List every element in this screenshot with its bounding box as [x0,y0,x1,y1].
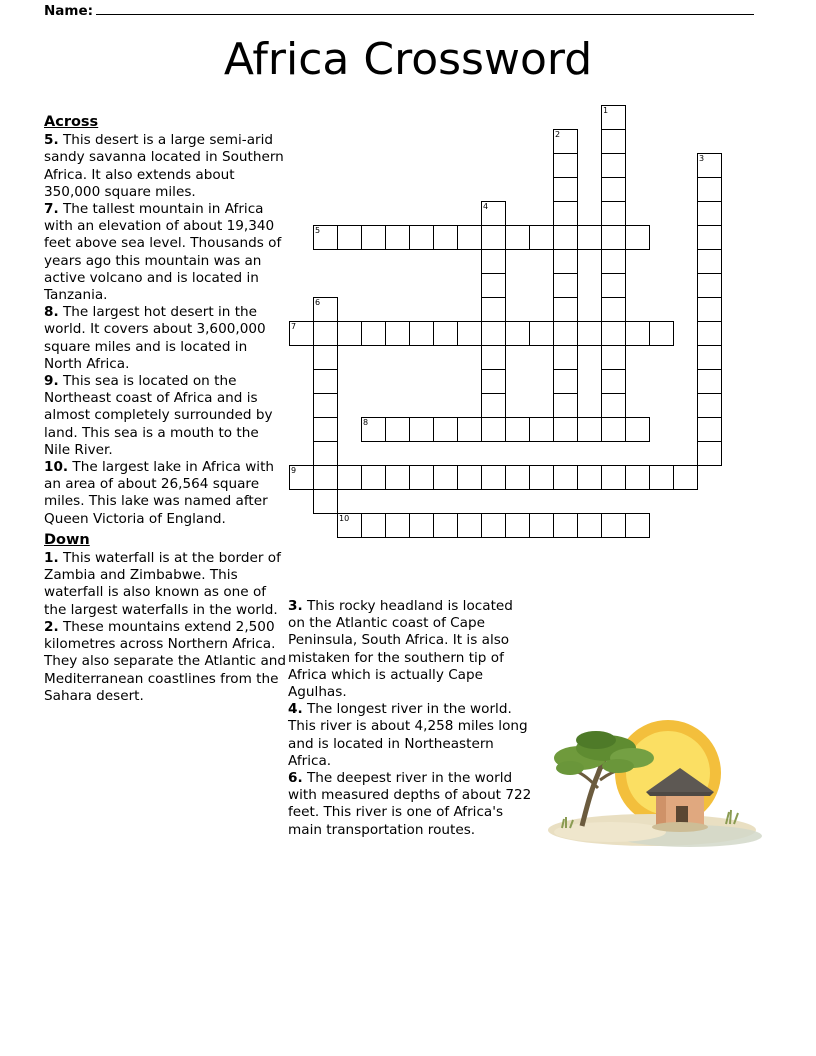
crossword-cell[interactable] [553,369,578,394]
clue-text: These mountains extend 2,500 kilometres across Northern Africa. They also separate the Atlantic and Mediterranean coastlines from the Sahara desert. [44,618,287,704]
african-hut-sunset-illustration [540,718,764,850]
crossword-cell[interactable] [457,225,482,250]
crossword-cell[interactable] [313,345,338,370]
crossword-cell[interactable] [697,417,722,442]
crossword-cell-number: 7 [291,322,297,331]
crossword-cell[interactable] [553,297,578,322]
clue-number: 5. [44,132,59,149]
crossword-cell[interactable] [601,273,626,298]
crossword-cell[interactable] [313,369,338,394]
crossword-cell[interactable] [697,249,722,274]
crossword-cell[interactable] [649,465,674,490]
crossword-cell[interactable] [385,417,410,442]
crossword-cell[interactable] [601,297,626,322]
crossword-cell[interactable] [481,393,506,418]
crossword-cell[interactable] [553,177,578,202]
crossword-cell[interactable] [481,417,506,442]
crossword-cell[interactable] [673,465,698,490]
clue-number: 10. [44,459,69,476]
crossword-cell[interactable] [313,417,338,442]
crossword-cell[interactable] [697,369,722,394]
crossword-cell[interactable] [697,273,722,298]
crossword-cell[interactable] [313,321,338,346]
clue-text: The tallest mountain in Africa with an elevation of about 19,340 feet above sea level. Thousands of years ago this mountain was an active volcano and is located in Tanzania. [44,201,282,304]
crossword-cell[interactable] [313,465,338,490]
crossword-cell[interactable] [601,513,626,538]
clue-across-7 [44,201,289,304]
crossword-cell[interactable] [577,465,602,490]
clue-down-6 [288,770,533,839]
crossword-cell-number: 9 [291,466,297,475]
crossword-cell[interactable] [361,513,386,538]
clue-number: 4. [288,701,303,718]
across-heading: Across [44,114,99,130]
crossword-cell[interactable] [457,321,482,346]
crossword-grid[interactable] [289,105,759,590]
crossword-cell[interactable] [505,465,530,490]
crossword-cell[interactable] [457,465,482,490]
clue-down-3 [288,598,533,701]
crossword-cell[interactable] [529,513,554,538]
crossword-cell[interactable] [505,417,530,442]
crossword-cell[interactable] [601,345,626,370]
crossword-cell[interactable] [433,225,458,250]
clue-down-2 [44,619,289,705]
crossword-cell[interactable] [409,225,434,250]
crossword-cell[interactable] [625,321,650,346]
crossword-cell[interactable] [601,201,626,226]
crossword-cell[interactable] [337,321,362,346]
crossword-cell[interactable] [433,417,458,442]
crossword-cell[interactable] [337,465,362,490]
crossword-cell[interactable] [553,225,578,250]
name-field-row [44,2,754,19]
crossword-cell-number: 2 [555,130,561,139]
crossword-cell-number: 1 [603,106,609,115]
crossword-cell[interactable] [505,321,530,346]
clue-text: This sea is located on the Northeast coast of Africa and is almost completely surrounded by land. This sea is a mouth to the Nile River. [44,373,273,458]
crossword-cell[interactable] [313,297,338,322]
clue-text: This desert is a large semi-arid sandy savanna located in Southern Africa. It also extends about 350,000 square miles. [44,132,284,200]
crossword-cell[interactable] [361,465,386,490]
crossword-cell[interactable] [409,417,434,442]
crossword-cell[interactable] [481,513,506,538]
clue-down-1 [44,550,289,619]
crossword-cell[interactable] [433,513,458,538]
crossword-cell[interactable] [697,321,722,346]
clue-across-10 [44,459,289,528]
crossword-cell[interactable] [601,393,626,418]
name-label: Name: [44,3,94,19]
crossword-cell[interactable] [361,417,386,442]
clue-number: 3. [288,598,303,614]
crossword-cell[interactable] [505,513,530,538]
clue-number: 2. [44,618,59,635]
crossword-cell[interactable] [553,129,578,154]
crossword-cell[interactable] [697,153,722,178]
crossword-cell[interactable] [409,321,434,346]
crossword-cell[interactable] [553,393,578,418]
crossword-cell[interactable] [313,225,338,250]
crossword-cell[interactable] [409,465,434,490]
crossword-cell[interactable] [601,225,626,250]
crossword-cell[interactable] [313,393,338,418]
crossword-cell-number: 3 [699,154,705,163]
crossword-cell[interactable] [577,417,602,442]
clue-text: The deepest river in the world with measured depths of about 722 feet. This river is one of Africa's main transportation routes. [288,770,532,838]
crossword-cell[interactable] [457,417,482,442]
crossword-cell[interactable] [625,465,650,490]
clue-across-9 [44,373,289,459]
clue-text: The longest river in the world. This river is about 4,258 miles long and is located in Northeastern Africa. [288,701,528,769]
crossword-cell[interactable] [601,321,626,346]
crossword-cell[interactable] [625,513,650,538]
clues-column-right [288,598,533,839]
crossword-cell[interactable] [385,321,410,346]
crossword-cell[interactable] [697,201,722,226]
crossword-cell[interactable] [553,465,578,490]
crossword-cell[interactable] [601,177,626,202]
crossword-cell[interactable] [481,249,506,274]
crossword-cell[interactable] [625,225,650,250]
crossword-cell[interactable] [577,513,602,538]
crossword-cell[interactable] [553,153,578,178]
crossword-cell[interactable] [409,513,434,538]
crossword-cell[interactable] [601,153,626,178]
clues-column-left [44,110,289,705]
crossword-cell-number: 4 [483,202,489,211]
crossword-cell[interactable] [553,345,578,370]
crossword-cell[interactable] [553,513,578,538]
crossword-cell[interactable] [481,225,506,250]
crossword-cell[interactable] [457,513,482,538]
crossword-cell[interactable] [601,105,626,130]
crossword-cell[interactable] [649,321,674,346]
crossword-cell[interactable] [553,201,578,226]
clue-text: The largest hot desert in the world. It covers about 3,600,000 square miles and is located in North Africa. [44,304,266,372]
crossword-cell[interactable] [625,417,650,442]
crossword-cell[interactable] [481,201,506,226]
crossword-cell[interactable] [697,177,722,202]
crossword-cell[interactable] [577,225,602,250]
crossword-cell[interactable] [385,465,410,490]
crossword-cell[interactable] [601,129,626,154]
down-heading: Down [44,531,90,548]
crossword-cell[interactable] [697,393,722,418]
crossword-cell[interactable] [601,249,626,274]
crossword-cell[interactable] [697,441,722,466]
clue-number: 7. [44,201,59,218]
crossword-cell[interactable] [481,273,506,298]
crossword-cell[interactable] [481,321,506,346]
crossword-cell-number: 10 [339,514,350,523]
crossword-cell[interactable] [481,345,506,370]
crossword-cell[interactable] [313,441,338,466]
clue-number: 8. [44,304,59,321]
crossword-cell[interactable] [481,297,506,322]
crossword-cell[interactable] [697,297,722,322]
crossword-cell[interactable] [337,225,362,250]
clue-number: 6. [288,770,303,787]
crossword-cell[interactable] [313,489,338,514]
clue-across-8 [44,304,289,373]
crossword-cell-number: 8 [363,418,369,427]
crossword-cell[interactable] [289,465,314,490]
crossword-cell[interactable] [601,417,626,442]
crossword-cell[interactable] [553,249,578,274]
crossword-cell[interactable] [361,321,386,346]
crossword-cell[interactable] [481,369,506,394]
clue-down-4 [288,701,533,770]
crossword-cell[interactable] [697,225,722,250]
crossword-cell[interactable] [577,321,602,346]
crossword-cell[interactable] [529,225,554,250]
crossword-cell[interactable] [553,321,578,346]
crossword-cell[interactable] [529,321,554,346]
crossword-cell-number: 5 [315,226,321,235]
crossword-cell[interactable] [481,465,506,490]
crossword-cell[interactable] [601,465,626,490]
crossword-cell[interactable] [505,225,530,250]
crossword-cell[interactable] [433,465,458,490]
clue-text: The largest lake in Africa with an area of about 26,564 square miles. This lake was named after Queen Victoria of England. [44,459,275,527]
crossword-cell[interactable] [529,417,554,442]
crossword-cell[interactable] [529,465,554,490]
crossword-cell[interactable] [697,345,722,370]
clue-text: This rocky headland is located on the Atlantic coast of Cape Peninsula, South Africa. It is also mistaken for the southern tip of Africa which is actually Cape Agulhas. [288,598,513,701]
crossword-cell[interactable] [433,321,458,346]
crossword-cell[interactable] [289,321,314,346]
crossword-cell[interactable] [385,225,410,250]
clue-number: 1. [44,550,59,567]
crossword-cell[interactable] [361,225,386,250]
crossword-cell-number: 6 [315,298,321,307]
crossword-cell[interactable] [553,273,578,298]
clue-across-5 [44,132,289,201]
crossword-cell[interactable] [337,513,362,538]
crossword-cell[interactable] [553,417,578,442]
clue-text: This waterfall is at the border of Zambia and Zimbabwe. This waterfall is also known as one of the largest waterfalls in the world. [44,550,281,618]
page-title: Africa Crossword [223,34,593,85]
clue-number: 9. [44,373,59,390]
crossword-cell[interactable] [601,369,626,394]
crossword-cell[interactable] [385,513,410,538]
name-write-line[interactable] [96,2,754,15]
